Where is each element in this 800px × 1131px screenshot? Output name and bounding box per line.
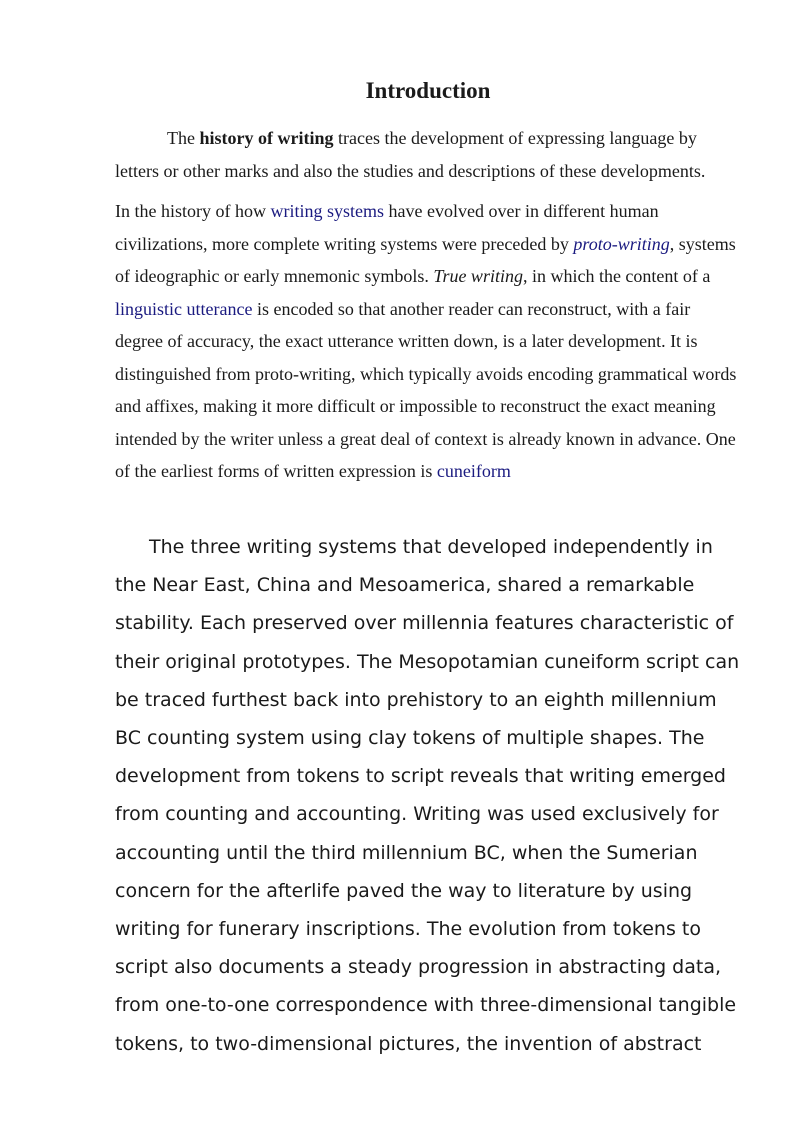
link-cuneiform[interactable]: cuneiform — [436, 461, 511, 481]
history-text-2: have evolved over in different human civilizations, more complete writing systems were preceded by — [115, 201, 659, 254]
link-proto-writing[interactable]: proto-writing — [573, 233, 670, 254]
history-paragraph — [115, 195, 740, 488]
italic-true-writing: True writing — [433, 266, 523, 286]
link-linguistic-utterance[interactable]: linguistic utterance — [115, 298, 253, 319]
history-text-1: In the history of how — [115, 201, 271, 221]
page-title: Introduction — [365, 78, 491, 103]
link-writing-systems[interactable]: writing systems — [270, 201, 384, 221]
intro-text-rest: traces the development of expressing language by letters or other marks and also the studies and descriptions of these developments. — [115, 128, 706, 181]
history-text-4: , in which the content of a — [522, 266, 711, 286]
history-text-5: is encoded so that another reader can reconstruct, with a fair degree of accuracy, the exact utterance written down, is a later development. It is distinguished from proto-writing, which typically avoids encoding grammatical words and affixes, making it more difficult or impossible to reconstruct the exact meaning intended by the writer unless a great deal of context is already known in advance. One of the earliest forms of written expression is — [115, 298, 737, 481]
bold-term-history-of-writing: history of writing — [199, 128, 334, 148]
intro-paragraph — [115, 122, 740, 188]
intro-text-start: The — [167, 128, 200, 148]
history-text-3: , systems of ideographic or early mnemonic symbols. — [115, 233, 736, 286]
writing-systems-paragraph: The three writing systems that developed independently in the Near East, China and Mesoamerica, shared a remarkable stability. Each preserved over millennia features characteristic of their original prototypes. The Mesopotamian cuneiform script can be traced furthest back into prehistory to an eighth millennium BC counting system using clay tokens of multiple shapes. The development from tokens to script reveals that writing emerged from counting and accounting. Writing was used exclusively for accounting until the third millennium BC, when the Sumerian concern for the afterlife paved the way to literature by using writing for funerary inscriptions. The evolution from tokens to script also documents a steady progression in abstracting data, from one-to-one correspondence with three-dimensional tangible tokens, to two-dimensional pictures, the invention of abstract — [115, 536, 740, 1055]
